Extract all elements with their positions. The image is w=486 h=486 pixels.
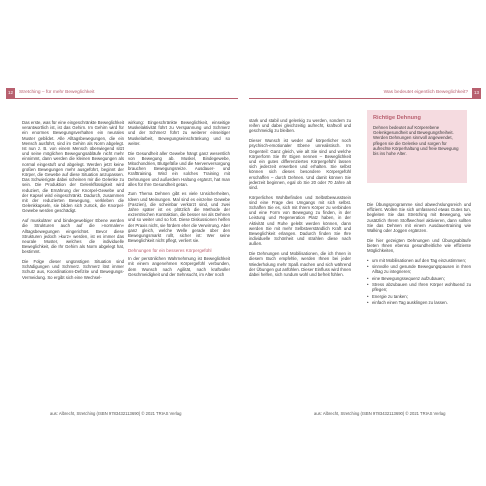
- list-item: • eine Bewegungssequenz aufzubauen;: [367, 276, 471, 281]
- list-item: • Energie zu tanken;: [367, 294, 471, 299]
- paragraph: Die Folge dieser ungünstigen Situation sind Schädigungen und Schmerz. Schmerz löst immer Schutz aus, Koordinations-Defizite und Bewegungs-Vermeidung. So ergibt sich eine Wechsel-: [22, 259, 124, 280]
- page-number-left: 12: [6, 88, 15, 98]
- paragraph: Die hier gezeigten Dehnungen und Übungsabläufe bieten Ihnen ebenso gesundheitliche wie effiziente Möglichkeiten,: [367, 237, 471, 254]
- header-rule-right: [249, 98, 481, 99]
- paragraph: Dieser Wunsch ist weder auf körperlicher noch psychisch-emotionaler Ebene unrealistisch. Im Gegenteil: Ganz gleich, wie alt Sie sind und welche Körperform Sie Ihr Eigen nennen – Beweglichkeit und ein gutes differenziertes Körpergefühl lassen sich jederzeit erwerben und erhalten. Sie selbst können sich dieses besondere Körpergefühl erschaffen – durch Dehnen. Und damit können Sie jederzeit beginnen, egal ob Sie 20 oder 70 Jahre alt sind.: [249, 138, 351, 190]
- footer-right: aus: Albrecht, Stretching (ISBN 9783432113690) © 2021 TRIAS Verlag: [314, 411, 446, 416]
- list-item: • Stress abzubauen und Ihren Körper wohltuend zu pflegen;: [367, 282, 471, 292]
- paragraph: Zum Thema Dehnen gibt es viele Unsicherheiten, Ideen und Meinungen. Mal sind es einzelne Gewebe (Faszien), die scheinbar verkürzt sind, und zwei Jahre später ist es plötzlich die Methode der exzentrischen Kontraktion, die besser sei als Dehnen und so weiter und so fort. Diese Diskussionen helfen der Praxis nicht, sie fördern eher die Verwirrung. Aber ganz gleich, welche Welle gerade über den Bewegungsmarkt rollt, sicher ist: Wer seine Beweglichkeit nicht pflegt, verliert sie.: [128, 191, 230, 244]
- left-column-2: [128, 120, 230, 281]
- info-box-title: Richtige Dehnung: [373, 115, 421, 121]
- paragraph: In der persönlichen Wahrnehmung ist Beweglichkeit mit einem angenehmen Körpergefühl verbunden, dem Wunsch nach Agilität, nach kraftvoller Geschmeidigkeit und der Sehnsucht, im Alter noch: [128, 256, 230, 277]
- info-box-text: Dehnen bedeutet auf Körperebene Gelenkgesundheit und Bewegungsfreiheit. Werden Dehnungen sinnvoll angewendet, pflegen sie die Gelenke und sorgen für aufrechte Körperhaltung und freie Bewegung bis ins hohe Alter.: [373, 125, 459, 157]
- right-column-2: [367, 202, 471, 307]
- footer-left: aus: Albrecht, Stretching (ISBN 9783432113690) © 2021 TRIAS Verlag: [50, 411, 182, 416]
- info-box: [367, 110, 467, 183]
- list-item: • sinnvolle und gesunde Bewegungspausen in Ihren Alltag zu integrieren;: [367, 264, 471, 274]
- bullet-list: [367, 258, 471, 306]
- paragraph: Das erste, was für eine eingeschränkte Beweglichkeit verantwortlich ist, ist das Gehirn. Im Gehirn wird für ein enormes Bewegungsverhalten ein neurales Muster gebildet. Alle Alltagsbewegungen, die ein Mensch ausführt, sind im Gehirn als Norm abgelegt. Ist nun z. B. von einem Mensch überwiegend sitzt und seine möglichen Bewegungsabläufe nicht mehr einnimmt, dann werden die kleinen Bewegungen als normal eingestuft und abgelegt. Werden jetzt keine großen Bewegungen mehr ausgeführt, beginnt der Körper, die Gewebe auf diese Situation anzupassen. Das Schwierigste dabei scheinen mir die Gelenke zu sein. Die Produktion der Gelenkflüssigkeit wird reduziert, die Ernährung der Knorpel-Gewebe und der Kapsel wird eingeschränkt. Dadurch, zusammen mit der reduzierten Bewegung, verkleben die Gelenkkapseln, sie bilden sich zurück, die Knorpel-Gewebe werden geschädigt.: [22, 120, 124, 214]
- right-header: [249, 88, 481, 98]
- running-title-right: Was bedeutet eigentlich Beweglichkeit?: [383, 90, 468, 95]
- paragraph: wirkung: Eingeschränkte Beweglichkeit, einseitige Muskelaktivität führt zu Verspannung und Schmerz und der Schmerz führt zu weiterer einseitiger Muskelarbeit, Bewegungseinschränkung und so weiter.: [128, 120, 230, 146]
- right-page: [249, 88, 481, 418]
- paragraph: Auf muskulärer und bindegewebiger Ebene werden die Strukturen auch auf die »normalen« Alltagsbewegungen eingerichtet. Bevor diese Strukturen jedoch »kurz« werden, ist es immer das neurale Muster, welches die individuelle Beweglichkeit, die Ihr Gehirn als Norm abgelegt hat, bestimmt.: [22, 218, 124, 255]
- running-title-left: Stretching – für mehr Beweglichkeit: [19, 90, 95, 95]
- left-page: [6, 88, 238, 418]
- paragraph: Die Übungsprogramme sind abwechslungsreich und effizient. Wollen Sie sich umfassend etwas Gutes tun, begleiten Sie das Stretching mit Bewegung, wie zusätzlich Ihrem Stoffwechsel aktivieren, dann sollten Sie das Dehnen mit einem Ausdauertraining wie Walking oder Joggen ergänzen.: [367, 202, 471, 234]
- section-subheading: Dehnungen für ein besseres Körpergefühl: [128, 247, 212, 253]
- list-item: • einfach einen Tag ausklingen zu lassen.: [367, 300, 471, 305]
- right-column-1: [249, 118, 351, 282]
- left-header: [6, 88, 238, 98]
- paragraph: Körperliches Wohlbefinden und Selbstbewusstsein sind eine Frage des Umgangs mit sich selbst. Schaffen Sie es, sich mit Ihrem Körper zu verbinden und eine Form von Bewegung zu finden, in der Leistung und Regeneration Platz haben, in der Aktivität und Ruhe gelebt werden können, dann werden Sie mit mehr Selbstverständlich Kraft und Beweglichkeit erlangen. Dadurch finden Sie Ihre individuelle Schönheit und strahlen diese nach außen.: [249, 194, 351, 247]
- list-item: • um mit Mobilisationen auf den Tag einzustimmen;: [367, 258, 471, 263]
- left-column-1: [22, 120, 124, 284]
- paragraph: stark und stabil und gelenkig zu werden, sondern zu reifen und dabei gleichzeitig aufrecht, kraftvoll und geschmeidig zu bleiben.: [249, 118, 351, 134]
- page-number-right: 13: [472, 88, 481, 98]
- header-rule-left: [6, 98, 238, 99]
- paragraph: Die Gesundheit aller Gewebe hängt ganz wesentlich von Bewegung ab. Muskel, Bindegewebe, Mitochondrien, Blutgefäße und die Nervenversorgung brauchen Bewegungsreize. Ausdauer- und Krafttraining. Wird ein solches Training mit Dehnungen und außerdem Haltung ergänzt, hat man alles für Ihre Gesundheit getan.: [128, 150, 230, 187]
- paragraph: Die Dehnungen und Mobilisationen, die ich Ihnen in diesem Buch empfehle, werden Ihnen bei jeder Wiederholung mehr Spaß machen und sich während der Übungen gut anfühlen. Dieser Einfluss wird Ihnen dabei helfen, sich rundum wohl und befreit fühlen.: [249, 251, 351, 277]
